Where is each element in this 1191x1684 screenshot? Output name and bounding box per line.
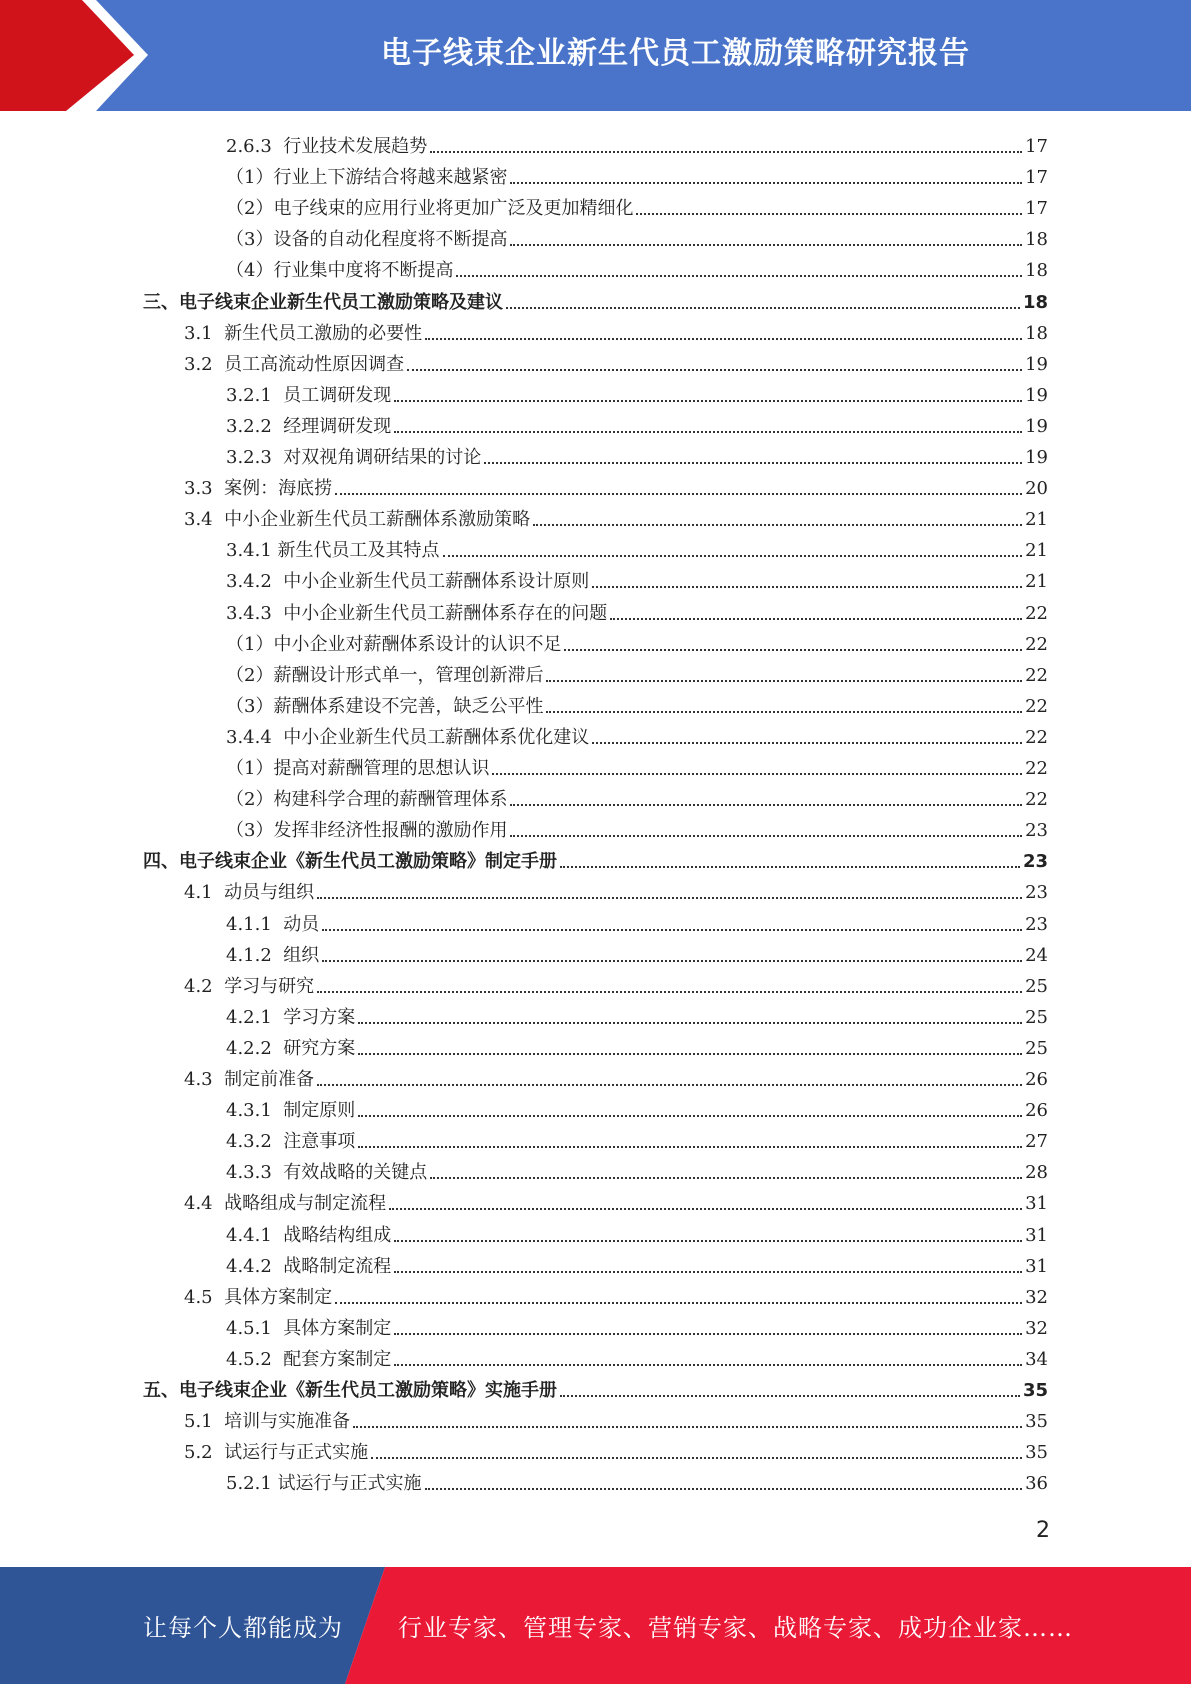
toc-dot-leader [317, 991, 1022, 993]
toc-entry-label: 4.4 战略组成与制定流程 [184, 1193, 387, 1215]
toc-dot-leader [546, 711, 1022, 713]
toc-dot-leader [389, 1208, 1022, 1210]
toc-dot-leader [317, 1084, 1022, 1086]
toc-entry-page: 23 [1022, 851, 1048, 873]
toc-dot-leader [358, 1146, 1022, 1148]
toc-entry-page: 26 [1025, 1100, 1048, 1122]
toc-dot-leader [425, 338, 1022, 340]
toc-entry-label: 3.1 新生代员工激励的必要性 [184, 322, 423, 344]
toc-entry-label: 4.4.1 战略结构组成 [226, 1224, 392, 1246]
toc-entry[interactable] [226, 1247, 1048, 1278]
toc-dot-leader [456, 275, 1022, 277]
toc-entry[interactable] [226, 220, 1048, 251]
toc-entry-page: 35 [1025, 1411, 1048, 1433]
toc-dot-leader [492, 773, 1022, 775]
toc-entry[interactable] [226, 407, 1048, 438]
toc-dot-leader [510, 835, 1022, 837]
toc-dot-leader [322, 929, 1022, 931]
toc-entry-label: 三、电子线束企业新生代员工激励策略及建议 [143, 291, 503, 313]
toc-entry-label: 3.2 员工高流动性原因调查 [184, 353, 405, 375]
toc-entry-page: 19 [1025, 447, 1048, 468]
toc-entry-label: 4.2.1 学习方案 [226, 1006, 356, 1028]
toc-entry-label: 5.1 培训与实施准备 [184, 1411, 351, 1433]
toc-entry[interactable] [226, 1153, 1048, 1184]
toc-entry-label: （1）提高对薪酬管理的思想认识 [226, 758, 490, 779]
toc-dot-leader [358, 1115, 1022, 1117]
toc-entry-page: 22 [1025, 602, 1048, 624]
toc-entry-page: 18 [1025, 229, 1048, 251]
toc-entry-page: 27 [1025, 1131, 1048, 1153]
toc-dot-leader [358, 1022, 1022, 1024]
toc-entry[interactable] [226, 687, 1048, 718]
toc-entry-label: （3）发挥非经济性报酬的激励作用 [226, 820, 508, 842]
toc-entry-page: 32 [1025, 1317, 1048, 1339]
toc-entry-page: 18 [1025, 322, 1048, 344]
toc-entry-page: 31 [1025, 1193, 1048, 1215]
toc-dot-leader [358, 1053, 1022, 1055]
toc-dot-leader [335, 1302, 1022, 1304]
toc-entry-page: 19 [1025, 384, 1048, 406]
page-number: 2 [1036, 1518, 1050, 1543]
toc-entry[interactable] [226, 656, 1048, 687]
toc-entry-label: 4.5.2 配套方案制定 [226, 1348, 392, 1370]
toc-entry-page: 18 [1025, 260, 1048, 282]
toc-entry[interactable] [226, 936, 1048, 967]
toc-entry-label: （3）设备的自动化程度将不断提高 [226, 229, 508, 251]
toc-entry-page: 25 [1025, 975, 1048, 997]
toc-entry[interactable] [226, 1340, 1048, 1371]
toc-entry[interactable] [226, 1029, 1048, 1060]
toc-dot-leader [610, 618, 1022, 620]
toc-entry-label: 3.4.2 中小企业新生代员工薪酬体系设计原则 [226, 571, 590, 593]
toc-dot-leader [394, 1333, 1022, 1335]
toc-entry-label: 4.5.1 具体方案制定 [226, 1317, 392, 1339]
toc-entry-page: 22 [1025, 758, 1048, 779]
toc-entry-page: 26 [1025, 1069, 1048, 1090]
toc-dot-leader [425, 1488, 1023, 1490]
toc-entry-label: （3）薪酬体系建设不完善，缺乏公平性 [226, 695, 544, 717]
toc-entry-label: 3.3 案例：海底捞 [184, 478, 333, 500]
toc-dot-leader [510, 804, 1022, 806]
footer-slogan-right: 行业专家、管理专家、营销专家、战略专家、成功企业家…… [398, 1614, 1073, 1642]
toc-entry[interactable] [184, 469, 1048, 500]
toc-dot-leader [394, 400, 1022, 402]
toc-entry-label: 4.2.2 研究方案 [226, 1037, 356, 1059]
toc-entry-label: 五、电子线束企业《新生代员工激励策略》实施手册 [143, 1380, 557, 1401]
toc-entry-page: 24 [1025, 944, 1048, 966]
toc-entry[interactable] [184, 967, 1048, 998]
toc-dot-leader [506, 307, 1020, 309]
toc-entry-label: （1）行业上下游结合将越来越紧密 [226, 167, 508, 189]
toc-entry-page: 31 [1025, 1255, 1048, 1277]
toc-entry-page: 22 [1025, 633, 1048, 655]
toc-entry-page: 31 [1025, 1224, 1048, 1246]
page-footer [0, 1567, 1191, 1684]
toc-entry-label: （2）薪酬设计形式单一，管理创新滞后 [226, 664, 544, 686]
toc-entry-page: 22 [1025, 789, 1048, 811]
toc-entry-label: 3.4.3 中小企业新生代员工薪酬体系存在的问题 [226, 602, 608, 624]
toc-dot-leader [430, 1177, 1022, 1179]
page-header [0, 0, 1191, 111]
toc-entry[interactable] [226, 376, 1048, 407]
toc-entry[interactable] [226, 562, 1048, 593]
toc-entry-page: 19 [1025, 415, 1048, 437]
toc-entry-label: 4.1 动员与组织 [184, 882, 315, 904]
toc-entry-label: 3.4.1 新生代员工及其特点 [226, 540, 440, 562]
toc-entry-label: 2.6.3 行业技术发展趋势 [226, 136, 428, 157]
toc-dot-leader [317, 897, 1022, 899]
toc-entry-label: 4.1.1 动员 [226, 913, 320, 935]
toc-entry-label: 3.2.2 经理调研发现 [226, 415, 392, 437]
toc-entry[interactable] [226, 998, 1048, 1029]
toc-entry-label: （2）构建科学合理的薪酬管理体系 [226, 789, 508, 811]
toc-entry[interactable] [226, 251, 1048, 282]
toc-entry-label: 3.4.4 中小企业新生代员工薪酬体系优化建议 [226, 726, 590, 748]
toc-entry[interactable] [184, 1060, 1048, 1091]
toc-entry-label: 5.2 试运行与正式实施 [184, 1442, 369, 1464]
toc-entry-page: 17 [1025, 136, 1048, 157]
toc-entry-label: 3.2.1 员工调研发现 [226, 384, 392, 406]
toc-entry[interactable] [184, 1278, 1048, 1309]
toc-entry[interactable] [226, 718, 1048, 749]
toc-entry-page: 21 [1025, 509, 1048, 531]
toc-dot-leader [430, 151, 1022, 153]
toc-dot-leader [335, 493, 1022, 495]
toc-entry-label: （2）电子线束的应用行业将更加广泛及更加精细化 [226, 198, 634, 220]
toc-entry[interactable] [184, 1184, 1048, 1215]
toc-entry[interactable] [184, 1402, 1048, 1433]
toc-entry-label: 4.2 学习与研究 [184, 975, 315, 997]
toc-entry[interactable] [143, 842, 1048, 873]
toc-entry[interactable] [226, 780, 1048, 811]
toc-entry-page: 21 [1025, 571, 1048, 593]
toc-dot-leader [510, 244, 1022, 246]
toc-entry-label: 4.5 具体方案制定 [184, 1286, 333, 1308]
toc-entry-page: 35 [1022, 1380, 1048, 1401]
toc-dot-leader [394, 1271, 1022, 1273]
toc-entry[interactable] [226, 438, 1048, 469]
toc-entry[interactable] [226, 811, 1048, 842]
toc-entry-label: 4.4.2 战略制定流程 [226, 1255, 392, 1277]
toc-entry-page: 23 [1025, 820, 1048, 842]
toc-dot-leader [394, 1364, 1022, 1366]
toc-entry-page: 19 [1025, 353, 1048, 375]
toc-entry[interactable] [226, 1091, 1048, 1122]
toc-entry[interactable] [226, 531, 1048, 562]
toc-dot-leader [564, 649, 1022, 651]
toc-entry[interactable] [226, 127, 1048, 158]
toc-entry[interactable] [226, 1464, 1048, 1495]
toc-entry-label: 4.3.1 制定原则 [226, 1100, 356, 1122]
toc-entry[interactable] [226, 1122, 1048, 1153]
toc-entry[interactable] [184, 1433, 1048, 1464]
toc-dot-leader [394, 1240, 1022, 1242]
toc-dot-leader [322, 960, 1022, 962]
toc-entry[interactable] [226, 158, 1048, 189]
toc-dot-leader [560, 866, 1020, 868]
toc-entry-page: 17 [1025, 167, 1048, 189]
toc-dot-leader [484, 462, 1022, 464]
toc-entry-page: 32 [1025, 1286, 1048, 1308]
toc-dot-leader [371, 1457, 1022, 1459]
toc-entry-page: 17 [1025, 198, 1048, 220]
toc-dot-leader [546, 680, 1022, 682]
toc-dot-leader [560, 1395, 1020, 1397]
toc-entry-label: 4.1.2 组织 [226, 944, 320, 966]
toc-entry[interactable] [226, 594, 1048, 625]
toc-entry-page: 22 [1025, 664, 1048, 686]
toc-entry-page: 23 [1025, 913, 1048, 935]
toc-entry[interactable] [226, 189, 1048, 220]
toc-entry-page: 22 [1025, 726, 1048, 748]
header-arrow-decoration [0, 0, 160, 111]
toc-dot-leader [592, 586, 1022, 588]
toc-entry[interactable] [226, 1309, 1048, 1340]
toc-entry[interactable] [143, 283, 1048, 314]
toc-entry[interactable] [184, 314, 1048, 345]
toc-dot-leader [407, 369, 1022, 371]
toc-entry-label: 4.3 制定前准备 [184, 1069, 315, 1090]
toc-entry-page: 25 [1025, 1037, 1048, 1059]
report-title: 电子线束企业新生代员工激励策略研究报告 [381, 36, 970, 71]
toc-entry[interactable] [143, 1371, 1048, 1402]
toc-entry-label: 4.3.2 注意事项 [226, 1131, 356, 1153]
toc-dot-leader [394, 431, 1022, 433]
toc-entry[interactable] [226, 749, 1048, 780]
toc-entry-label: （4）行业集中度将不断提高 [226, 260, 454, 282]
toc-entry-page: 23 [1025, 882, 1048, 904]
toc-dot-leader [533, 524, 1022, 526]
toc-entry-page: 25 [1025, 1006, 1048, 1028]
toc-entry-label: 3.4 中小企业新生代员工薪酬体系激励策略 [184, 509, 531, 531]
toc-dot-leader [443, 555, 1023, 557]
toc-entry-page: 21 [1025, 540, 1048, 562]
toc-entry[interactable] [226, 1216, 1048, 1247]
toc-entry-page: 35 [1025, 1442, 1048, 1464]
toc-entry[interactable] [226, 905, 1048, 936]
footer-slogan-left: 让每个人都能成为 [143, 1614, 343, 1642]
toc-dot-leader [636, 213, 1022, 215]
toc-entry-page: 18 [1022, 291, 1048, 313]
toc-entry-page: 28 [1025, 1162, 1048, 1184]
toc-entry-page: 22 [1025, 695, 1048, 717]
toc-entry-label: 5.2.1 试运行与正式实施 [226, 1473, 422, 1495]
toc-entry[interactable] [226, 625, 1048, 656]
toc-entry-page: 36 [1025, 1473, 1048, 1495]
toc-entry-label: （1）中小企业对薪酬体系设计的认识不足 [226, 633, 562, 655]
toc-dot-leader [592, 742, 1022, 744]
toc-entry-label: 四、电子线束企业《新生代员工激励策略》制定手册 [143, 851, 557, 873]
toc-entry[interactable] [184, 873, 1048, 904]
toc-dot-leader [353, 1426, 1022, 1428]
toc-entry[interactable] [184, 345, 1048, 376]
toc-entry[interactable] [184, 500, 1048, 531]
toc-entry-page: 20 [1025, 478, 1048, 500]
toc-entry-page: 34 [1025, 1348, 1048, 1370]
toc-entry-label: 3.2.3 对双视角调研结果的讨论 [226, 447, 482, 468]
toc-dot-leader [510, 182, 1022, 184]
toc-entry-label: 4.3.3 有效战略的关键点 [226, 1162, 428, 1184]
